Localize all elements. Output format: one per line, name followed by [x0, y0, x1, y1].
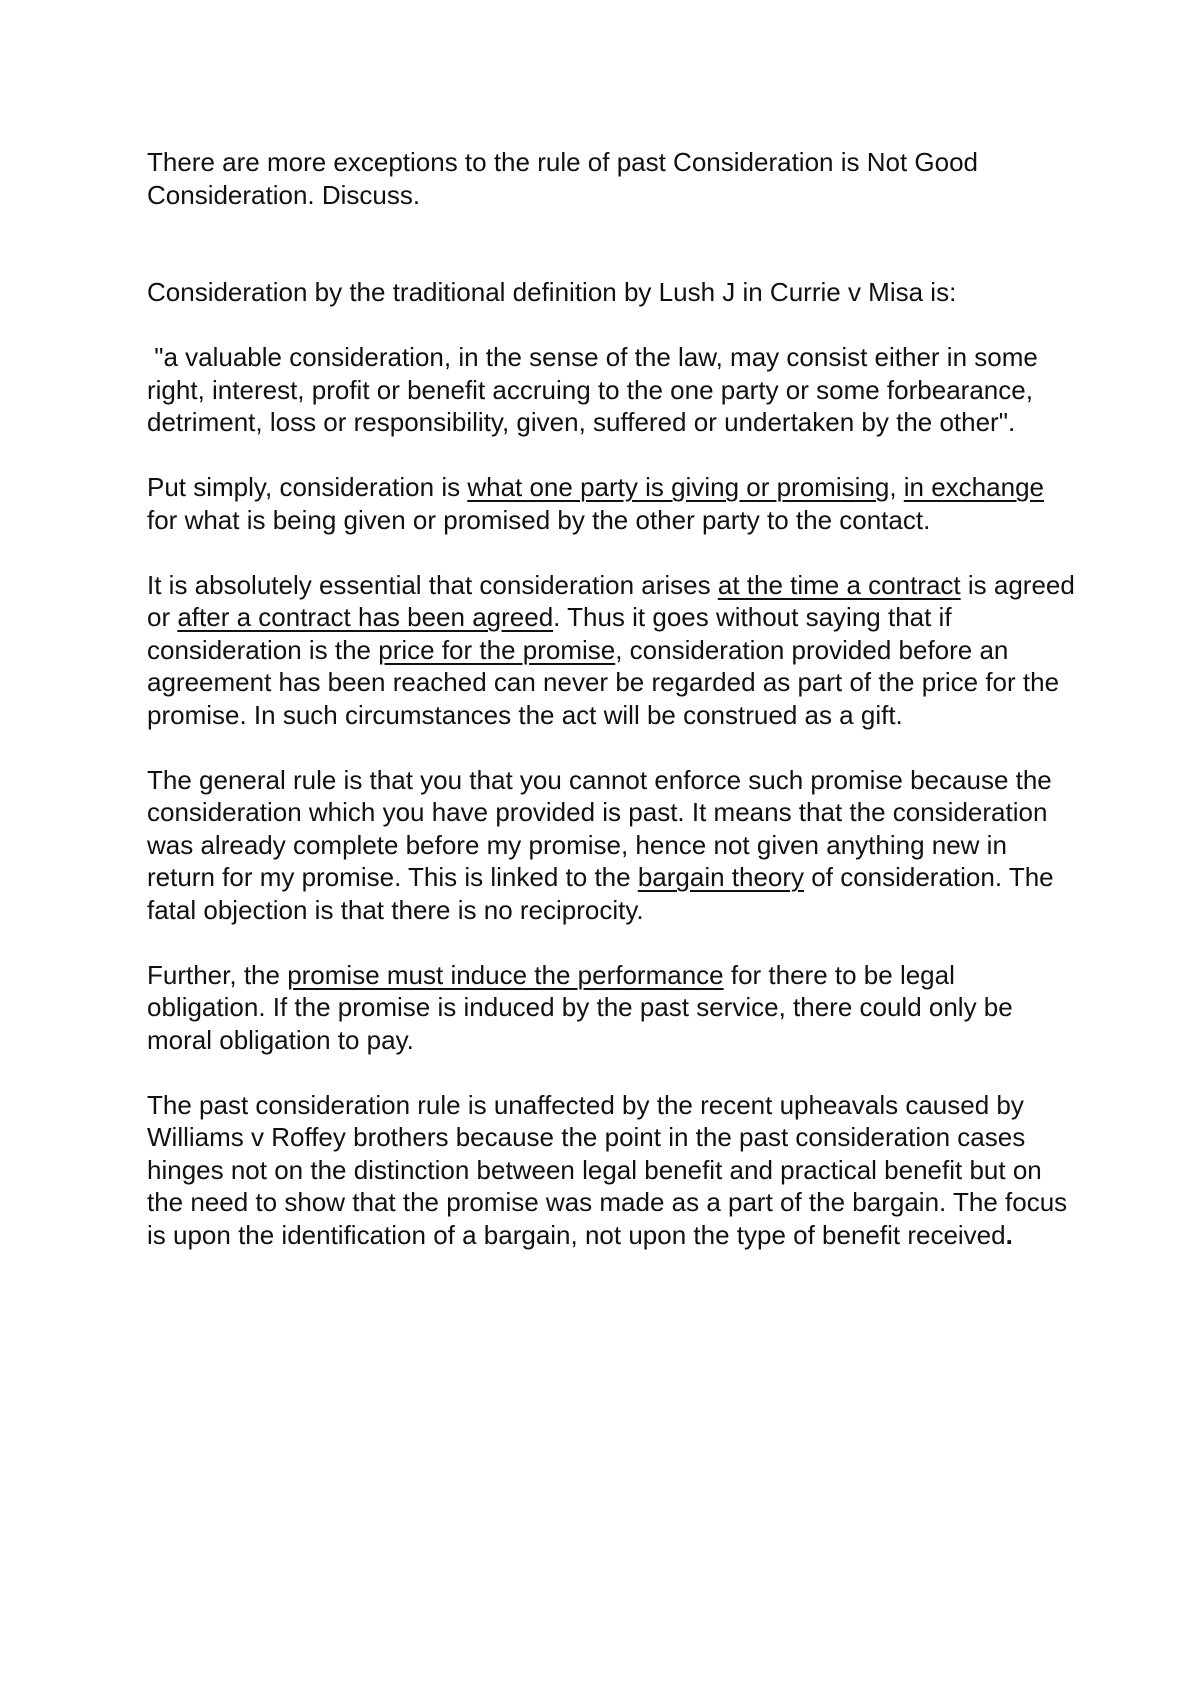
paragraph-general-rule: [147, 764, 1077, 927]
text-run: ,: [889, 472, 904, 502]
text-run: Further, the: [147, 959, 288, 990]
underlined-phrase: price for the promise: [378, 634, 616, 665]
paragraph-past-rule: [147, 1089, 1077, 1252]
text-run: of consideration. The fatal objection is that there is no reciprocity.: [147, 862, 1054, 925]
text-run: for what is being given or promised by the other party to the contact.: [147, 504, 931, 535]
document-body: [147, 146, 1077, 1284]
bold-period: .: [1005, 1219, 1013, 1250]
underlined-phrase: after a contract has been agreed: [177, 602, 554, 632]
paragraph-put-simply: [147, 471, 1077, 536]
underlined-phrase: promise must induce the performance: [287, 959, 724, 990]
text-run: Put simply, consideration is: [147, 472, 468, 502]
underlined-phrase: bargain theory: [637, 862, 805, 892]
underlined-phrase: what one party is giving or promising: [467, 472, 890, 502]
text-run: , consideration provided before an agreement has been reached can never be regarded as part of the price for the promise. In such circumstances the act will be construed as a gift.: [147, 634, 1060, 730]
underlined-phrase: at the time a contract: [717, 569, 961, 600]
text-run: It is absolutely essential that consideration arises: [147, 569, 718, 600]
paragraph-further: [147, 959, 1077, 1057]
text-run: . Thus it goes without saying that if consideration is the: [147, 602, 952, 665]
text-run: is agreed or: [147, 569, 1075, 632]
underlined-phrase: in exchange: [903, 472, 1044, 502]
definition-intro: Consideration by the traditional definition by Lush J in Currie v Misa is:: [147, 277, 957, 307]
essay-question: There are more exceptions to the rule of past Consideration is Not Good Consideration. Discuss.: [147, 147, 978, 210]
text-run: The general rule is that you that you cannot enforce such promise because the consideration which you have provided is past. It means that the consideration was already complete before my promise, hence not given anything new in return for my promise. This is linked to the: [147, 764, 1052, 892]
paragraph-essential: [147, 569, 1077, 732]
text-run: The past consideration rule is unaffected by the recent upheavals caused by Williams v Roffey brothers because the point in the past consideration cases hinges not on the distinction between legal benefit and practical benefit but on the need to show that the promise was made as a part of the bargain. The focus is upon the identification of a bargain, not upon the type of benefit received: [147, 1089, 1068, 1250]
text-run: for there to be legal obligation. If the promise is induced by the past service, there could only be moral obligation to pay.: [147, 959, 1013, 1055]
definition-quote: "a valuable consideration, in the sense of the law, may consist either in some right, interest, profit or benefit accruing to the one party or some forbearance, detriment, loss or responsibility, given, suffered or undertaken by the other".: [147, 342, 1046, 437]
